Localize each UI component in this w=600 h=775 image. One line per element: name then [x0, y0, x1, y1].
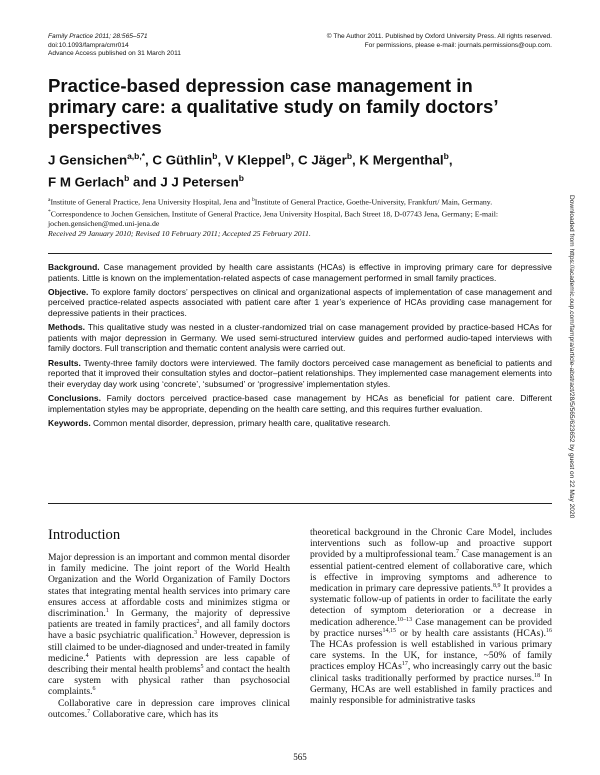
- body-column-right: [310, 527, 552, 706]
- author-separator: ,: [352, 152, 360, 168]
- page-number: 565: [293, 752, 307, 762]
- advance-access-date: Advance Access published on 31 March 2011: [48, 50, 181, 57]
- author-list: [48, 147, 548, 192]
- citation-ref: 7: [456, 549, 460, 556]
- citation-ref: 18: [534, 672, 541, 679]
- abstract-bottom-rule: [48, 503, 552, 504]
- citation-ref: 10–13: [397, 616, 413, 623]
- author-separator: ,: [448, 152, 453, 168]
- institution-line: [48, 196, 560, 208]
- citation-ref: 6: [92, 686, 96, 693]
- author-name: V Kleppel: [224, 152, 286, 168]
- author-affil-marker: b: [443, 151, 449, 161]
- abstract-conclusions: [48, 393, 552, 414]
- objective-label: Objective.: [48, 286, 89, 297]
- journal-reference: Family Practice 2011; 28:565–571: [48, 33, 148, 40]
- citation-ref: 1: [105, 607, 109, 614]
- doi: doi:10.1093/fampra/cmr014: [48, 41, 129, 49]
- abstract-background: [48, 262, 552, 283]
- citation-ref: 17: [401, 661, 408, 668]
- results-text: Twenty-three family doctors were interviewed. The family doctors perceived case management as beneficial to patients and reported that it improved their consultation styles and doctor–patient relationships. They implemented case management elements into their everyday day work using ‘concrete’, ‘subsumed’ or ‘progressive’ implementation styles.: [48, 357, 552, 389]
- affiliations: [48, 196, 560, 239]
- keywords-text: Common mental disorder, depression, primary health care, qualitative research.: [93, 417, 391, 428]
- objective-text: To explore family doctors’ perspectives on clinical and organizational aspects of implementation of case management and perceived practice-related aspects associated with patient care after 1 year’s experience of HCAs providing case management for depressive patients in their practices.: [48, 286, 552, 318]
- introduction-heading: Introduction: [48, 527, 121, 543]
- citation-ref: 7: [87, 708, 91, 715]
- background-text: Case management provided by health care assistants (HCAs) is effective in improving primary care for depressive patients. Little is known on the implementation-related aspects of case management performed in small family practices.: [48, 262, 552, 283]
- affil-marker-a: a: [48, 197, 51, 203]
- abstract-methods: [48, 322, 552, 354]
- conclusions-label: Conclusions.: [48, 392, 101, 403]
- header-left: [48, 33, 181, 59]
- keywords-label: Keywords.: [48, 417, 91, 428]
- intro-paragraph-3: theoretical background in the Chronic Care Model, includes interventions such as follow-up and proactive support provided by a multiprofessional team.$^7$ Case management is an essential patient-centred element of collaborative care, which is effective in improving symptoms and adherence to medication in primary care depressive patients.$^{8,9}$ It provides a systematic follow-up of patients in order to facilitate the early detection of symptom deterioration or a decrease in medication adherence.$^{10-13}$ Case management can be provided by practice nurses$^{14,15}$ or by health care assistants (HCAs).$^{16}$ The HCAs profession is well established in various primary care systems. In the UK, for instance, ~50% of family practices employ HCAs$^{17}$, who increasingly carry out the basic clinical tasks traditionally performed by practice nurses.$^{18}$ In Germany, HCAs are well established in family practices and mainly responsible for administrative tasks: [310, 527, 552, 707]
- correspondence-text: Correspondence to Jochen Gensichen, Institute of General Practice, Jena University Hospital, Bach Street 18, D-07743 Jena, Germany; E-mail: jochen.gensichen@med.uni-jena.de: [48, 209, 499, 228]
- author-name: F M Gerlach: [48, 174, 125, 190]
- results-label: Results.: [48, 357, 81, 368]
- citation-ref: 5: [200, 663, 204, 670]
- received-dates: Received 29 January 2010; Revised 10 February 2011; Accepted 25 February 2011.: [48, 228, 311, 238]
- author-separator: ,: [217, 152, 225, 168]
- institution-a: Institute of General Practice, Jena University Hospital, Jena and: [50, 197, 253, 207]
- author-affil-marker: b: [346, 151, 353, 161]
- correspondence-marker: *: [48, 208, 51, 215]
- author-name: J Gensichen: [48, 152, 128, 168]
- abstract-results: [48, 358, 552, 390]
- intro-paragraph-1: Major depression is an important and common mental disorder in family medicine. The joint report of the World Health Organization and the World Organization of Family Doctors states that integrating mental health services into primary care ensures access at affordable costs and minimizes stigma or discrimination.$^1$ In Germany, the majority of depressive patients are treated in family practices$^2$, and all family doctors have a basic psychiatric qualification.$^3$ However, depression is still claimed to be under-diagnosed and under-treated in family medicine.$^4$ Patients with depression are less capable of describing their mental health problems$^5$ and contact the health care system with physical rather than psychosocial complaints.$^6$: [48, 552, 291, 698]
- citation-ref: 14,15: [382, 627, 396, 634]
- methods-label: Methods.: [48, 322, 86, 333]
- article-title: Practice-based depression case management in primary care: a qualitative study on family doctors’ perspectives: [48, 75, 498, 138]
- download-watermark: Downloaded from https://academic.oup.com/fampra/article-abstract/28/5/565/623652 by guest on 22 May 2020: [568, 195, 575, 519]
- copyright-notice: © The Author 2011. Published by Oxford University Press. All rights reserved.: [326, 33, 552, 40]
- body-column-left: [48, 527, 290, 720]
- citation-ref: 3: [194, 630, 198, 637]
- author-affil-marker: b: [124, 173, 130, 184]
- author-name: J J Petersen: [160, 174, 239, 190]
- author-separator: ,: [145, 152, 153, 168]
- author-name: C Güthlin: [152, 152, 213, 168]
- institution-b: Institute of General Practice, Goethe-University, Frankfurt/ Main, Germany.: [254, 197, 493, 207]
- correspondence-line: [48, 208, 560, 229]
- author-affil-marker: b: [238, 173, 244, 184]
- abstract-top-rule: [48, 253, 552, 254]
- conclusions-text: Family doctors perceived practice-based case management by HCAs as beneficial for patient care. Different implementation styles may be appropriate, depending on the health care setting, and this requires further evaluation.: [48, 392, 552, 414]
- author-name: K Mergenthal: [359, 152, 444, 168]
- citation-ref: 2: [196, 619, 200, 626]
- citation-ref: 8,9: [493, 582, 501, 589]
- background-label: Background.: [48, 262, 100, 272]
- header-right: [327, 33, 552, 50]
- author-affil-marker: a,b,*: [127, 151, 146, 161]
- author-separator: and: [129, 174, 161, 190]
- author-separator: ,: [290, 152, 299, 168]
- author-affil-marker: b: [285, 151, 291, 161]
- abstract-objective: [48, 287, 552, 319]
- citation-ref: 4: [85, 652, 89, 659]
- affil-marker-b: b: [252, 197, 255, 203]
- intro-paragraph-2: Collaborative care in depression care improves clinical outcomes.$^7$ Collaborative care, which has its: [48, 697, 290, 720]
- citation-ref: 16: [546, 627, 552, 634]
- author-affil-marker: b: [212, 151, 218, 161]
- abstract: [48, 262, 552, 432]
- permissions-notice: For permissions, please e-mail: journals.permissions@oup.com.: [364, 41, 552, 49]
- author-name: C Jäger: [298, 152, 347, 168]
- abstract-keywords: [48, 418, 552, 429]
- methods-text: This qualitative study was nested in a cluster-randomized trial on case management provided by practice-based HCAs for patients with major depression in Germany. We used semi-structured interview guides and performed audio-taped interviews with family doctors. Full transcription and thematic content analysis were carried out.: [48, 322, 552, 354]
